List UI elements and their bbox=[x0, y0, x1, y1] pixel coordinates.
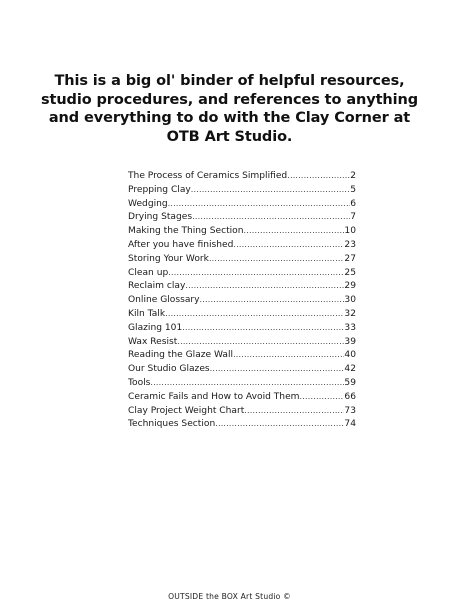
toc-entry[interactable] bbox=[128, 224, 356, 238]
toc-entry[interactable] bbox=[128, 252, 356, 266]
toc-entry-page: 5 bbox=[350, 184, 356, 195]
toc-entry-page: 66 bbox=[344, 391, 356, 402]
toc-dot-leader bbox=[150, 376, 344, 390]
toc-entry-page: 30 bbox=[344, 295, 356, 306]
toc-entry-title: Online Glossary bbox=[128, 295, 200, 306]
toc-dot-leader bbox=[244, 224, 345, 238]
toc-entry-page: 32 bbox=[344, 308, 356, 319]
toc-dot-leader bbox=[185, 279, 344, 293]
toc-entry-page: 74 bbox=[344, 419, 356, 430]
toc-entry-title: Ceramic Fails and How to Avoid Them bbox=[128, 391, 300, 402]
toc-dot-leader bbox=[215, 417, 344, 431]
toc-entry[interactable] bbox=[128, 390, 356, 404]
toc-entry-title: Glazing 101 bbox=[128, 322, 183, 333]
toc-entry-page: 27 bbox=[344, 253, 356, 264]
toc-entry[interactable] bbox=[128, 335, 356, 349]
toc-dot-leader bbox=[168, 197, 351, 211]
toc-entry-title: Tools bbox=[128, 377, 151, 388]
toc-entry[interactable] bbox=[128, 279, 356, 293]
toc-entry-title: After you have finished bbox=[128, 239, 234, 250]
toc-entry-page: 6 bbox=[350, 198, 356, 209]
toc-dot-leader bbox=[210, 362, 345, 376]
toc-entry[interactable] bbox=[128, 376, 356, 390]
toc-entry-page: 73 bbox=[344, 405, 356, 416]
toc-entry[interactable] bbox=[128, 238, 356, 252]
toc-entry-page: 42 bbox=[344, 364, 356, 375]
toc-entry-page: 7 bbox=[350, 212, 356, 223]
toc-dot-leader bbox=[233, 348, 344, 362]
toc-entry-title: Our Studio Glazes bbox=[128, 364, 210, 375]
toc-entry[interactable] bbox=[128, 307, 356, 321]
toc-entry[interactable] bbox=[128, 293, 356, 307]
toc-entry[interactable] bbox=[128, 197, 356, 211]
toc-dot-leader bbox=[182, 321, 344, 335]
page-heading: This is a big ol' binder of helpful resources, studio procedures, and references to anything and everything to do with the Clay Corner at OTB Art Studio. bbox=[40, 73, 419, 145]
toc-entry[interactable] bbox=[128, 348, 356, 362]
toc-entry-title: Drying Stages bbox=[128, 212, 193, 223]
toc-dot-leader bbox=[287, 169, 350, 183]
toc-dot-leader bbox=[191, 183, 350, 197]
toc-entry-page: 39 bbox=[344, 336, 356, 347]
toc-entry-title: Reclaim clay bbox=[128, 281, 186, 292]
toc-entry-page: 33 bbox=[344, 322, 356, 333]
toc-entry-page: 40 bbox=[344, 350, 356, 361]
toc-entry-title: The Process of Ceramics Simplified bbox=[128, 171, 288, 181]
toc-dot-leader bbox=[233, 238, 344, 252]
toc-entry-title: Clay Project Weight Chart bbox=[128, 405, 245, 416]
toc-entry[interactable] bbox=[128, 321, 356, 335]
toc-entry-title: Clean up bbox=[128, 267, 169, 278]
toc-entry-title: Storing Your Work bbox=[128, 253, 209, 264]
toc-entry-title: Kiln Talk bbox=[128, 308, 166, 319]
toc-entry[interactable] bbox=[128, 169, 356, 183]
toc-entry-title: Prepping Clay bbox=[128, 184, 191, 195]
toc-entry-title: Wax Resist bbox=[128, 336, 178, 347]
toc-entry[interactable] bbox=[128, 183, 356, 197]
toc-dot-leader bbox=[200, 293, 345, 307]
toc-entry-page: 23 bbox=[344, 239, 356, 250]
toc-entry[interactable] bbox=[128, 266, 356, 280]
toc-entry-page: 59 bbox=[344, 377, 356, 388]
toc-entry-page: 2 bbox=[350, 171, 356, 181]
toc-dot-leader bbox=[244, 404, 344, 418]
toc-entry-page: 25 bbox=[344, 267, 356, 278]
table-of-contents bbox=[128, 169, 356, 431]
toc-entry-title: Reading the Glaze Wall bbox=[128, 350, 234, 361]
toc-dot-leader bbox=[165, 307, 344, 321]
toc-dot-leader bbox=[177, 335, 344, 349]
toc-entry[interactable] bbox=[128, 404, 356, 418]
toc-entry-title: Making the Thing Section bbox=[128, 226, 244, 237]
toc-entry-page: 29 bbox=[344, 281, 356, 292]
toc-entry[interactable] bbox=[128, 210, 356, 224]
toc-entry-title: Wedging bbox=[128, 198, 168, 209]
toc-dot-leader bbox=[209, 252, 344, 266]
page-footer: OUTSIDE the BOX Art Studio © bbox=[168, 592, 291, 601]
toc-entry-title: Techniques Section bbox=[128, 419, 216, 430]
toc-entry-page: 10 bbox=[344, 226, 356, 237]
toc-dot-leader bbox=[168, 266, 344, 280]
toc-dot-leader bbox=[192, 210, 350, 224]
toc-entry[interactable] bbox=[128, 417, 356, 431]
toc-dot-leader bbox=[300, 390, 345, 404]
toc-entry[interactable] bbox=[128, 362, 356, 376]
